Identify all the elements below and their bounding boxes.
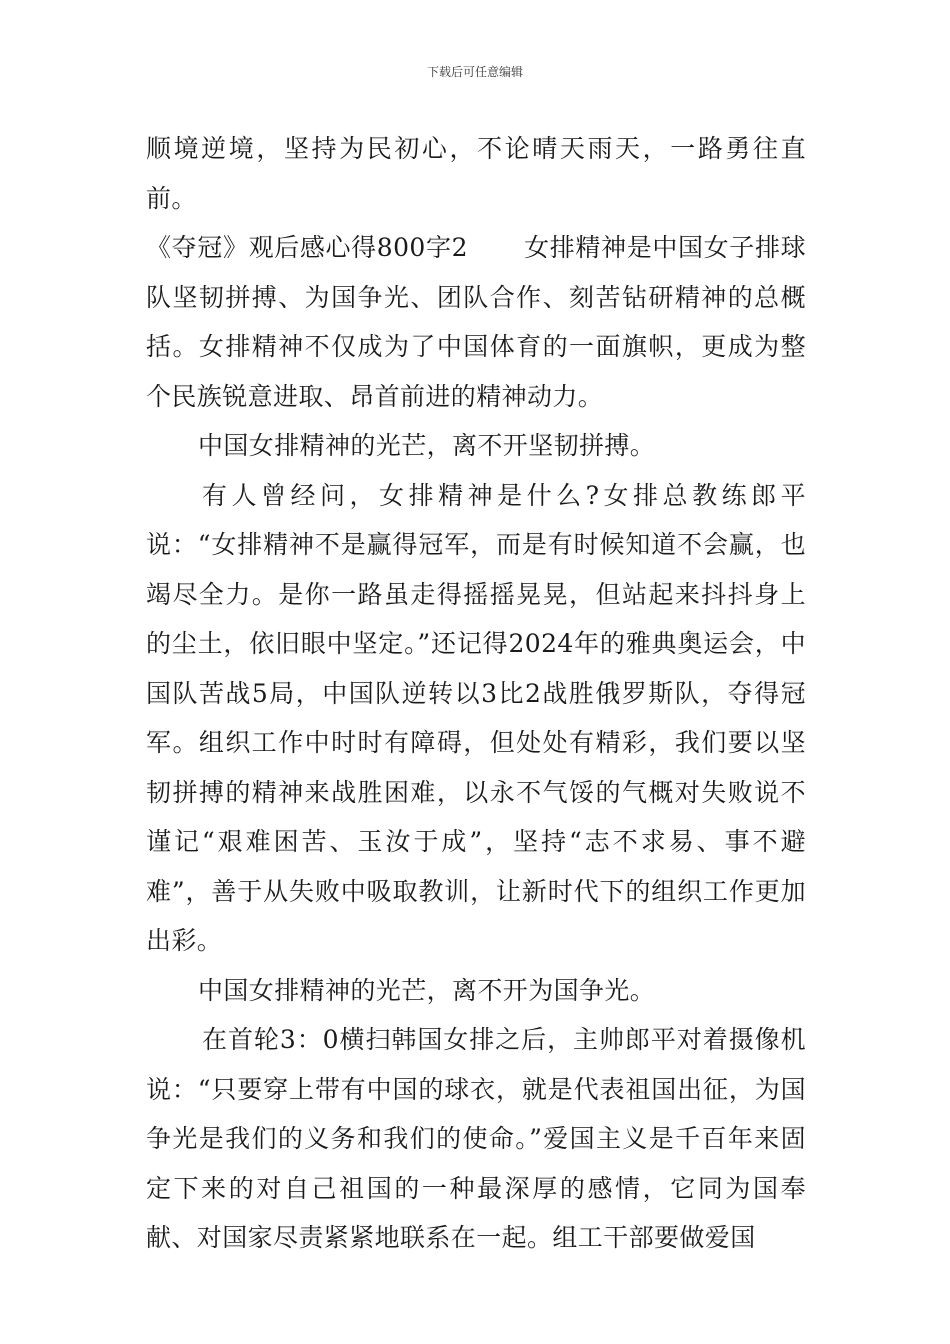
- section-heading-glory: 中国女排精神的光芒，离不开为国争光。: [198, 975, 656, 1005]
- paragraph-continuation: 顺境逆境，坚持为民初心，不论晴天雨天，一路勇往直前。: [146, 134, 806, 213]
- paragraph-perseverance: 有人曾经问，女排精神是什么?女排总教练郎平说：“女排精神不是赢得冠军，而是有时候知道不会赢，也竭尽全力。是你一路虽走得摇摇晃晃，但站起来抖抖身上的尘土，依旧眼中坚定。”还记得2024年的雅典奥运会，中国队苦战5局，中国队逆转以3比2战胜俄罗斯队，夺得冠军。组织工作中时时有障碍，但处处有精彩，我们要以坚韧拼搏的精神来战胜困难，以永不气馁的气概对失败说不谨记“艰难困苦、玉汝于成”，坚持“志不求易、事不避难”，善于从失败中吸取教训，让新时代下的组织工作更加出彩。: [146, 480, 806, 955]
- paragraph-title-and-intro: [146, 223, 806, 421]
- section-heading-perseverance: 中国女排精神的光芒，离不开坚韧拼搏。: [198, 431, 656, 460]
- page-header: 下载后可任意编辑: [426, 65, 523, 79]
- paragraph-glory: 在首轮3：0横扫韩国女排之后，主帅郎平对着摄像机说：“只要穿上带有中国的球衣，就是代表祖国出征，为国争光是我们的义务和我们的使命。”爱国主义是千百年来固定下来的对自己祖国的一种最深厚的感情，它同为国奉献、对国家尽责紧紧地联系在一起。组工干部要做爱国: [146, 1025, 806, 1252]
- intro-text: 女排精神是中国女子排球队坚韧拼搏、为国争光、团队合作、刻苦钻研精神的总概括。女排精神不仅成为了中国体育的一面旗帜，更成为整个民族锐意进取、昂首前进的精神动力。: [146, 233, 806, 411]
- article-title: 《夺冠》观后感心得800字2: [146, 233, 468, 262]
- document-body: [146, 124, 806, 1263]
